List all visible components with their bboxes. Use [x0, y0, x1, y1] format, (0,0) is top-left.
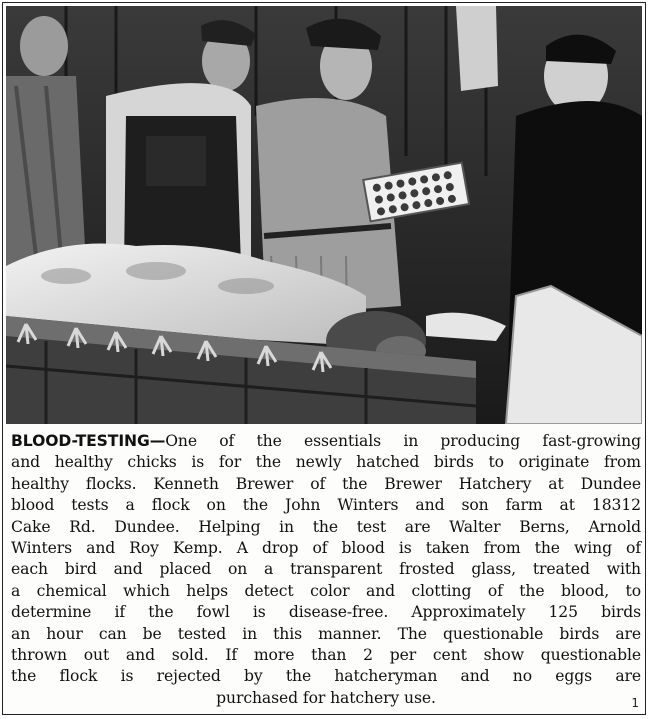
caption-line-12: the flock is rejected by the hatcheryman and no eggs are [11, 667, 641, 686]
caption-line-5: Cake Rd. Dundee. Helping in the test are Walter Berns, Arnold [11, 517, 641, 536]
caption-line-2: and healthy chicks is for the newly hatched birds to originate from [11, 453, 641, 472]
caption-text: One of the essentials in producing fast-growing [165, 432, 641, 450]
photo-caption [11, 431, 641, 709]
caption-line-4: blood tests a flock on the John Winters and son farm at 18312 [11, 496, 641, 515]
caption-headline: BLOOD-TESTING [11, 432, 150, 450]
caption-line-7: each bird and placed on a transparent frosted glass, treated with [11, 560, 641, 579]
caption-line-8: a chemical which helps detect color and clotting of the blood, to [11, 581, 641, 600]
caption-dash: — [149, 432, 166, 450]
caption-line-1 [11, 431, 641, 452]
caption-line-3: healthy flocks. Kenneth Brewer of the Brewer Hatchery at Dundee [11, 474, 641, 493]
caption-line-9: determine if the fowl is disease-free. Approximately 125 birds [11, 603, 641, 622]
news-photo-drawing [6, 6, 642, 424]
page-mark: 1 [631, 696, 639, 710]
caption-line-10: an hour can be tested in this manner. The questionable birds are [11, 624, 641, 643]
news-photo [6, 6, 642, 424]
caption-line-11: thrown out and sold. If more than 2 per cent show questionable [11, 646, 641, 665]
newspaper-clipping [2, 2, 646, 715]
caption-line-13: purchased for hatchery use. [216, 688, 436, 707]
caption-line-6: Winters and Roy Kemp. A drop of blood is taken from the wing of [11, 539, 641, 558]
